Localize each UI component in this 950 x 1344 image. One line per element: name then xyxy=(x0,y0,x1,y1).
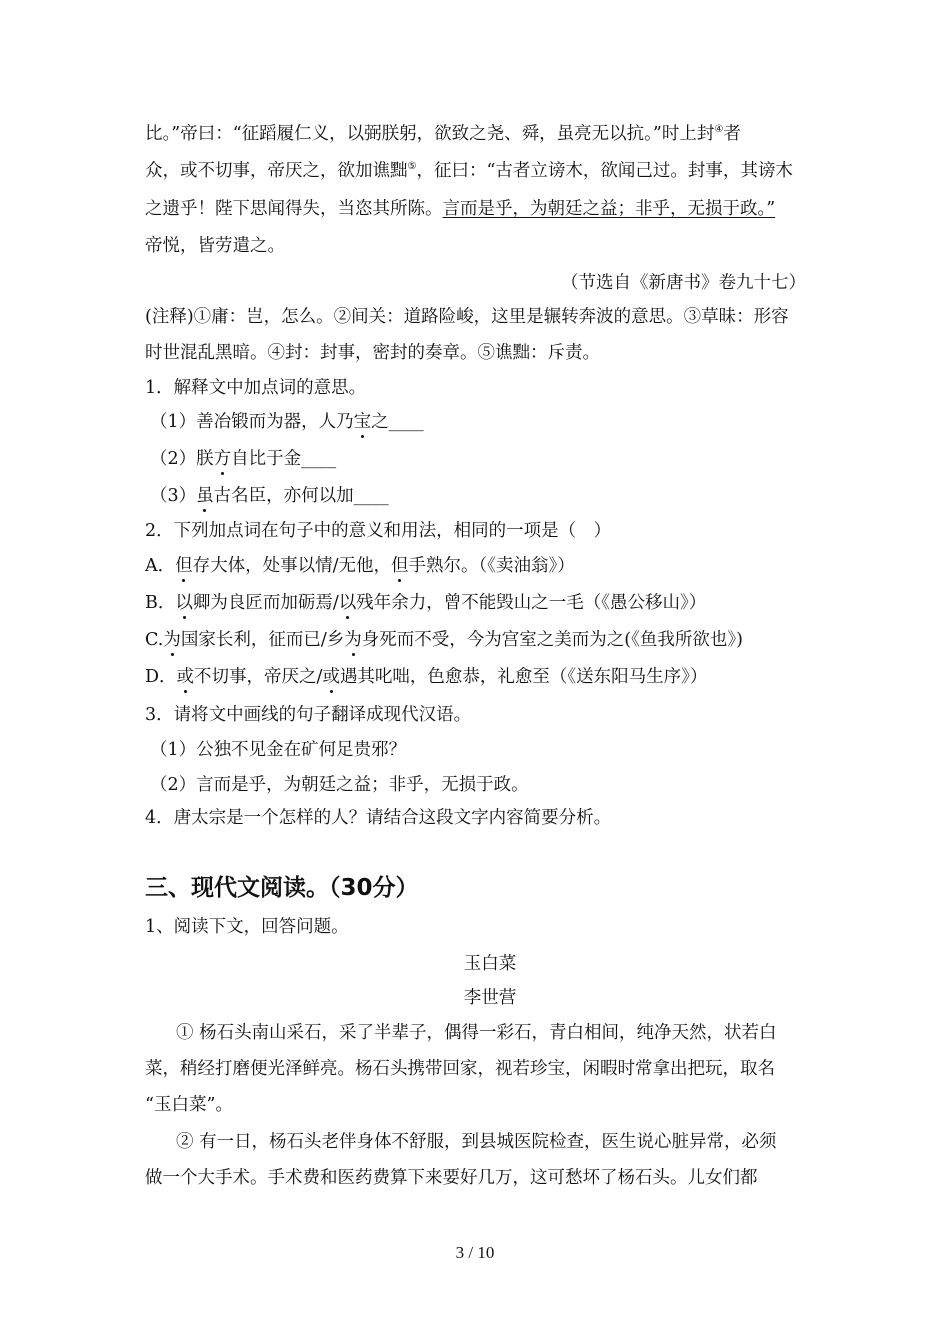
passage-text: 之遗乎！陛下思闻得失，当恣其所陈。 xyxy=(145,199,443,219)
dotted-word: 以 xyxy=(338,593,357,613)
option-text: 残年余力，曾不能毁山之一毛（《愚公移山》） xyxy=(356,593,707,613)
option-text: 身死而不受，今为宫室之美而为之(《鱼我所欲也》) xyxy=(361,630,743,650)
question-2-option-d xyxy=(145,665,810,689)
question-2-stem: 2．下列加点词在句子中的意义和用法，相同的一项是（ ） xyxy=(145,521,612,541)
item-text: （2）朕 xyxy=(150,449,214,469)
passage-line-3 xyxy=(145,197,810,221)
dotted-word: 宝 xyxy=(353,412,372,432)
question-1-stem: 1．解释文中加点词的意思。 xyxy=(145,378,367,398)
question-4-stem: 4．唐太宗是一个怎样的人？请结合这段文字内容简要分析。 xyxy=(145,808,612,828)
passage-text: 者 xyxy=(723,124,741,144)
item-text: 自比于金____ xyxy=(231,449,337,469)
dotted-word: 虽 xyxy=(196,486,214,506)
question-3-item-2: （2）言而是乎，为朝廷之益；非乎，无损于政。 xyxy=(150,775,529,795)
passage-line-1 xyxy=(145,122,810,146)
item-text: （1）善冶锻而为器，人乃 xyxy=(150,412,354,432)
article-paragraph-1-line-3: “玉白菜”。 xyxy=(145,1095,233,1115)
footnote-marker: ④ xyxy=(714,124,724,136)
dotted-word: 但 xyxy=(175,556,193,576)
article-paragraph-2-line-2: 做一个大手术。手术费和医药费算下来要好几万，这可愁坏了杨石头。儿女们都 xyxy=(145,1168,758,1188)
dotted-word: 以 xyxy=(175,593,193,613)
question-1-item-3 xyxy=(150,484,815,508)
question-3-item-1: （1）公独不见金在矿何足贵邪？ xyxy=(150,740,407,760)
passage-line-2 xyxy=(145,159,810,183)
question-2-option-a xyxy=(145,554,810,578)
option-text: 国家长利，征而已/乡 xyxy=(180,630,345,650)
option-text: 遇其叱咄，色愈恭，礼愈至（《送东阳马生序》） xyxy=(339,667,708,687)
dotted-word: 方 xyxy=(213,449,232,469)
notes-line-2: 时世混乱黑暗。④封：封事，密封的奏章。⑤谯黜：斥责。 xyxy=(145,343,600,363)
dotted-word: 或 xyxy=(176,667,195,687)
dotted-word: 为 xyxy=(163,630,181,650)
dotted-word: 或 xyxy=(322,667,340,687)
option-text: 手熟尔。（《卖油翁》） xyxy=(408,556,575,576)
article-paragraph-2-line-1: ② 有一日，杨石头老伴身体不舒服，到县城医院检查，医生说心脏异常，必须 xyxy=(176,1132,777,1152)
passage-text: ，征曰：“古者立谤木，欲闻己过。封事，其谤木 xyxy=(416,161,793,181)
passage-text: ” xyxy=(766,199,776,219)
passage-source: （节选自《新唐书》卷九十七） xyxy=(561,273,806,293)
article-paragraph-1-line-2: 菜，稍经打磨便光泽鲜亮。杨石头携带回家，视若珍宝，闲暇时常拿出把玩，取名 xyxy=(145,1059,775,1079)
option-label: C. xyxy=(145,630,164,650)
dotted-word: 为 xyxy=(344,630,362,650)
question-1-item-1 xyxy=(150,410,815,434)
section-heading: 三、现代文阅读。（30分） xyxy=(145,875,419,901)
option-label: B． xyxy=(145,593,176,613)
passage-text: 比。”帝曰：“征蹈履仁义，以弼朕躬，欲致之尧、舜，虽亮无以抗。”时上封 xyxy=(145,124,715,144)
passage-line-4: 帝悦，皆劳遣之。 xyxy=(145,236,285,256)
item-text: 之____ xyxy=(371,412,424,432)
item-text: 古名臣，亦何以加____ xyxy=(213,486,389,506)
question-2-option-c xyxy=(145,628,810,652)
item-text: （3） xyxy=(150,486,197,506)
question-3-stem: 3．请将文中画线的句子翻译成现代汉语。 xyxy=(145,705,472,725)
article-author: 李世营 xyxy=(463,988,517,1008)
question-1-item-2 xyxy=(150,447,815,471)
article-title: 玉白菜 xyxy=(463,954,517,974)
option-label: D． xyxy=(145,667,177,687)
question-2-option-b xyxy=(145,591,810,615)
article-paragraph-1-line-1: ① 杨石头南山采石，采了半辈子，偶得一彩石，青白相间，纯净天然，状若白 xyxy=(176,1023,777,1043)
page-number: 3 / 10 xyxy=(455,1243,495,1262)
dotted-word: 但 xyxy=(391,556,409,576)
option-label: A． xyxy=(145,556,176,576)
option-text: 不切事，帝厌之/ xyxy=(194,667,323,687)
notes-line-1: (注释)①庸：岂，怎么。②间关：道路险峻，这里是辗转奔波的意思。③草昧：形容 xyxy=(145,307,789,327)
option-text: 卿为良匠而加砺焉/ xyxy=(192,593,339,613)
passage-text: 众，或不切事，帝厌之，欲加谯黜 xyxy=(145,161,408,181)
footnote-marker: ⑤ xyxy=(407,161,417,173)
option-text: 存大体，处事以情/无他， xyxy=(192,556,392,576)
section-intro: 1、阅读下文，回答问题。 xyxy=(145,917,349,937)
underlined-sentence: 言而是乎，为朝廷之益；非乎，无损于政。 xyxy=(442,199,767,219)
